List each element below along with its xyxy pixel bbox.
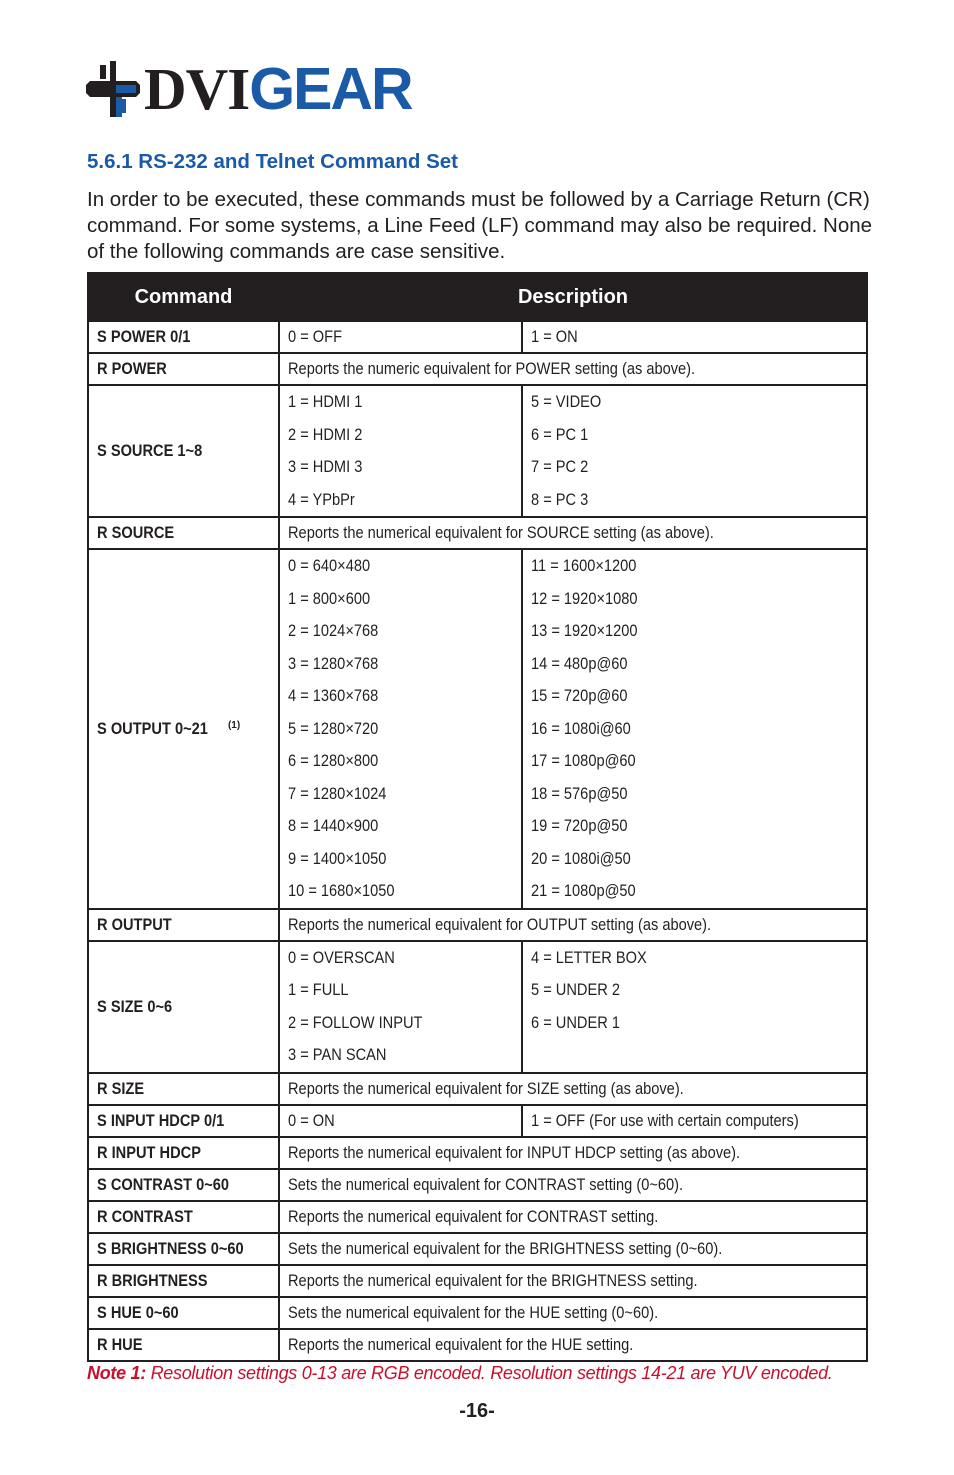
value-item: [523, 648, 866, 681]
description-cell: [279, 909, 867, 941]
command-text: R HUE: [97, 1334, 143, 1354]
command-cell: [88, 909, 279, 941]
value-item: [280, 942, 521, 975]
value-item: [280, 419, 521, 452]
value-text: 11 = 1600×1200: [531, 556, 637, 575]
command-text: R SOURCE: [97, 523, 175, 542]
value-list: [280, 550, 521, 908]
value-item: [280, 615, 521, 648]
page-number: -16-: [459, 1400, 495, 1422]
table-row: [88, 909, 867, 941]
value-cell-right: [522, 549, 867, 909]
command-cell: [88, 1201, 279, 1233]
description-text: Reports the numerical equivalent for OUTPUT setting (as above).: [288, 914, 712, 934]
value-text: 1 = FULL: [288, 980, 349, 999]
footnote-text: Resolution settings 0-13 are RGB encoded. Resolution settings 14-21 are YUV encoded.: [145, 1363, 833, 1383]
description-text: Reports the numerical equivalent for CONTRAST setting.: [288, 1206, 659, 1226]
value-cell-right: [522, 1105, 867, 1137]
value-list: [523, 550, 866, 908]
command-cell: [88, 1105, 279, 1137]
value-item: [523, 778, 866, 811]
command-text: R OUTPUT: [97, 914, 172, 934]
value-item: [280, 778, 521, 811]
command-text: R BRIGHTNESS: [97, 1270, 208, 1290]
command-text: R SIZE: [97, 1078, 145, 1098]
value-text: 3 = HDMI 3: [288, 457, 363, 476]
value-text: 1 = ON: [531, 327, 578, 346]
value-text: 2 = 1024×768: [288, 621, 379, 640]
table-row: [88, 941, 867, 1073]
value-item: [523, 680, 866, 713]
value-item: [523, 745, 866, 778]
value-text: 18 = 576p@50: [531, 783, 628, 803]
description-text: Reports the numeric equivalent for POWER setting (as above).: [288, 359, 696, 378]
command-cell: [88, 1073, 279, 1105]
command-cell: [88, 1265, 279, 1297]
value-cell-right: [522, 385, 867, 517]
description-text: Reports the numerical equivalent for the BRIGHTNESS setting.: [288, 1270, 698, 1290]
value-item: [523, 550, 866, 583]
command-text: R INPUT HDCP: [97, 1142, 201, 1162]
value-item: [523, 451, 866, 484]
command-text: S OUTPUT 0~21: [97, 718, 208, 738]
description-text: Sets the numerical equivalent for CONTRAST setting (0~60).: [288, 1174, 684, 1194]
value-list: [523, 942, 866, 1072]
value-item: [523, 713, 866, 746]
command-cell: [88, 321, 279, 353]
value-item: [523, 1007, 866, 1040]
value-item: [523, 875, 866, 908]
description-text: Sets the numerical equivalent for the BRIGHTNESS setting (0~60).: [288, 1238, 723, 1258]
value-cell-right: [522, 321, 867, 353]
table-row: [88, 1105, 867, 1137]
value-item: [280, 680, 521, 713]
command-cell: [88, 1233, 279, 1265]
value-text: 21 = 1080p@50: [531, 881, 636, 900]
dvigear-logo: [86, 56, 412, 122]
table-row: [88, 517, 867, 549]
value-text: 5 = UNDER 2: [531, 980, 620, 999]
table-row: [88, 321, 867, 353]
table-row: [88, 1329, 867, 1361]
value-item: [523, 484, 866, 517]
value-item: [523, 974, 866, 1007]
value-text: 19 = 720p@50: [531, 816, 628, 835]
command-text: S HUE 0~60: [97, 1302, 179, 1322]
table-row: [88, 385, 867, 517]
value-text: 6 = PC 1: [531, 424, 589, 444]
table-row: [88, 1169, 867, 1201]
table-row: [88, 1201, 867, 1233]
command-text: S SIZE 0~6: [97, 996, 173, 1016]
description-text: Reports the numerical equivalent for the HUE setting.: [288, 1334, 634, 1354]
command-cell: [88, 385, 279, 517]
table-row: [88, 1297, 867, 1329]
value-text: 20 = 1080i@50: [531, 848, 631, 868]
table-header-row: [88, 273, 867, 321]
command-text: S SOURCE 1~8: [97, 441, 203, 460]
logo-dvi: DVI: [144, 56, 250, 122]
value-text: 4 = 1360×768: [288, 686, 379, 705]
command-cell: [88, 1297, 279, 1329]
command-cell: [88, 1329, 279, 1361]
value-item: [280, 875, 521, 908]
value-item: [523, 810, 866, 843]
value-item: [280, 451, 521, 484]
table-row: [88, 1265, 867, 1297]
command-text: S POWER 0/1: [97, 327, 191, 346]
value-item: [280, 550, 521, 583]
value-text: 2 = FOLLOW INPUT: [288, 1012, 423, 1032]
command-text: R POWER: [97, 359, 167, 378]
value-text: 1 = 800×600: [288, 588, 371, 608]
value-list: [280, 942, 521, 1072]
value-text: 5 = VIDEO: [531, 392, 602, 411]
value-text: 4 = YPbPr: [288, 489, 355, 509]
value-item: [523, 419, 866, 452]
value-item: [280, 583, 521, 616]
command-text: S CONTRAST 0~60: [97, 1174, 230, 1194]
command-cell: [88, 549, 279, 909]
value-item: [523, 942, 866, 975]
command-text: S BRIGHTNESS 0~60: [97, 1238, 244, 1258]
command-cell: [88, 1169, 279, 1201]
command-cell: [88, 1137, 279, 1169]
value-cell-left: [279, 1105, 522, 1137]
table-row: [88, 549, 867, 909]
value-text: 1 = OFF (For use with certain computers): [531, 1110, 799, 1130]
value-item: [523, 583, 866, 616]
value-cell-left: [279, 941, 522, 1073]
logo-gear: GEAR: [249, 56, 412, 122]
command-cell: [88, 941, 279, 1073]
command-text: R CONTRAST: [97, 1206, 193, 1226]
value-item: [280, 1007, 521, 1040]
description-cell: [279, 1265, 867, 1297]
value-text: 0 = OVERSCAN: [288, 947, 395, 967]
value-cell-left: [279, 549, 522, 909]
logo-wordmark: [144, 56, 412, 122]
command-cell: [88, 353, 279, 385]
value-item: [280, 974, 521, 1007]
value-text: 15 = 720p@60: [531, 686, 628, 705]
value-text: 6 = UNDER 1: [531, 1012, 620, 1032]
value-text: 2 = HDMI 2: [288, 424, 363, 444]
value-text: 5 = 1280×720: [288, 718, 379, 738]
value-text: 9 = 1400×1050: [288, 848, 387, 868]
description-cell: [279, 1137, 867, 1169]
value-text: 4 = LETTER BOX: [531, 947, 647, 967]
footnote-ref: (1): [227, 719, 241, 731]
value-text: 0 = OFF: [288, 327, 343, 346]
value-text: 10 = 1680×1050: [288, 881, 395, 900]
description-cell: [279, 1073, 867, 1105]
value-text: 17 = 1080p@60: [531, 751, 636, 770]
description-cell: [279, 1169, 867, 1201]
description-cell: [279, 517, 867, 549]
value-cell-right: [522, 941, 867, 1073]
value-item: [280, 648, 521, 681]
value-item: [280, 843, 521, 876]
table-row: [88, 1073, 867, 1105]
description-text: Reports the numerical equivalent for INPUT HDCP setting (as above).: [288, 1142, 741, 1162]
table-row: [88, 353, 867, 385]
value-item: [523, 386, 866, 419]
header-command: Command: [88, 273, 279, 321]
description-text: Reports the numerical equivalent for SOURCE setting (as above).: [288, 523, 714, 542]
value-text: 3 = PAN SCAN: [288, 1045, 387, 1064]
command-text: S INPUT HDCP 0/1: [97, 1110, 225, 1130]
value-list: [280, 386, 521, 516]
value-item: [280, 745, 521, 778]
value-item: [523, 843, 866, 876]
value-text: 14 = 480p@60: [531, 653, 628, 673]
description-cell: [279, 1201, 867, 1233]
value-cell-left: [279, 321, 522, 353]
description-text: Sets the numerical equivalent for the HUE setting (0~60).: [288, 1302, 659, 1322]
command-table: [87, 272, 868, 1362]
value-text: 8 = PC 3: [531, 489, 589, 509]
value-text: 16 = 1080i@60: [531, 718, 631, 738]
value-text: 12 = 1920×1080: [531, 588, 638, 608]
value-text: 0 = ON: [288, 1110, 335, 1130]
value-cell-left: [279, 385, 522, 517]
value-item: [280, 386, 521, 419]
header-description: Description: [279, 273, 867, 321]
value-item: [280, 810, 521, 843]
table-row: [88, 1137, 867, 1169]
description-cell: [279, 1297, 867, 1329]
table-row: [88, 1233, 867, 1265]
value-item: [280, 484, 521, 517]
value-item: [280, 713, 521, 746]
value-text: 1 = HDMI 1: [288, 392, 363, 411]
value-text: 13 = 1920×1200: [531, 621, 638, 640]
footnote: [87, 1363, 877, 1384]
description-text: Reports the numerical equivalent for SIZE setting (as above).: [288, 1078, 684, 1098]
value-text: 8 = 1440×900: [288, 816, 379, 835]
value-item: [280, 1039, 521, 1072]
value-text: 3 = 1280×768: [288, 653, 379, 673]
value-item: [523, 1039, 866, 1072]
command-cell: [88, 517, 279, 549]
value-item: [523, 615, 866, 648]
cross-logo-icon: [86, 61, 140, 117]
description-cell: [279, 1233, 867, 1265]
description-cell: [279, 353, 867, 385]
value-text: 7 = PC 2: [531, 457, 589, 476]
description-cell: [279, 1329, 867, 1361]
intro-paragraph: In order to be executed, these commands must be followed by a Carriage Return (CR) command. For some systems, a Line Feed (LF) command may also be required. None of the following commands are case sensitive.: [87, 188, 873, 263]
value-text: 7 = 1280×1024: [288, 783, 387, 803]
value-list: [523, 386, 866, 516]
value-text: 6 = 1280×800: [288, 751, 379, 770]
section-title: 5.6.1 RS-232 and Telnet Command Set: [87, 150, 459, 173]
value-text: 0 = 640×480: [288, 556, 371, 575]
footnote-label: Note 1:: [87, 1363, 146, 1383]
